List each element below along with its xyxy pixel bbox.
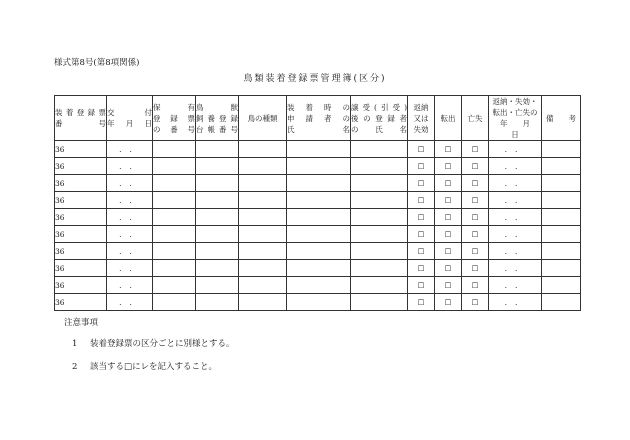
remarks-cell[interactable] xyxy=(542,243,581,260)
species-cell[interactable] xyxy=(239,226,287,243)
header-line: 番 号 xyxy=(55,119,106,128)
loss-checkbox[interactable]: ☐ xyxy=(462,141,489,158)
ledger-number-cell[interactable] xyxy=(196,175,239,192)
return-checkbox[interactable]: ☐ xyxy=(408,226,435,243)
notes-section xyxy=(64,316,235,383)
serial-number-cell: 36 xyxy=(55,277,107,294)
event-date-cell[interactable]: .. xyxy=(489,175,542,192)
species-cell[interactable] xyxy=(239,141,287,158)
column-header-holder xyxy=(153,96,196,141)
remarks-cell[interactable] xyxy=(542,141,581,158)
serial-number-cell: 36 xyxy=(55,209,107,226)
loss-checkbox[interactable]: ☐ xyxy=(462,294,489,311)
event-date-cell[interactable]: .. xyxy=(489,192,542,209)
transfer-checkbox[interactable]: ☐ xyxy=(435,141,462,158)
remarks-cell[interactable] xyxy=(542,226,581,243)
event-date-cell[interactable]: .. xyxy=(489,243,542,260)
return-checkbox[interactable]: ☐ xyxy=(408,294,435,311)
return-checkbox[interactable]: ☐ xyxy=(408,243,435,260)
holder-number-cell[interactable] xyxy=(153,277,196,294)
ledger-number-cell[interactable] xyxy=(196,294,239,311)
species-cell[interactable] xyxy=(239,294,287,311)
transferee-name-cell[interactable] xyxy=(351,192,408,209)
applicant-name-cell[interactable] xyxy=(287,141,351,158)
species-cell[interactable] xyxy=(239,209,287,226)
issue-date-cell[interactable]: .. xyxy=(107,260,153,277)
issue-date-cell[interactable]: .. xyxy=(107,294,153,311)
header-line: 年 月 日 xyxy=(500,119,545,139)
note-item-2 xyxy=(72,360,235,372)
applicant-name-cell[interactable] xyxy=(287,226,351,243)
applicant-name-cell[interactable] xyxy=(287,192,351,209)
notes-heading: 注意事項 xyxy=(64,318,99,328)
event-date-cell[interactable]: .. xyxy=(489,277,542,294)
header-line: 備 考 xyxy=(546,113,576,123)
ledger-number-cell[interactable] xyxy=(196,192,239,209)
table-row xyxy=(55,158,581,175)
transfer-checkbox[interactable]: ☐ xyxy=(435,192,462,209)
ledger-number-cell[interactable] xyxy=(196,260,239,277)
table-row xyxy=(55,243,581,260)
transfer-checkbox[interactable]: ☐ xyxy=(435,260,462,277)
holder-number-cell[interactable] xyxy=(153,260,196,277)
species-cell[interactable] xyxy=(239,175,287,192)
header-line: 年 月 日 xyxy=(107,119,152,128)
header-line: 申 請 者 の xyxy=(287,113,350,123)
issue-date-cell[interactable]: .. xyxy=(107,192,153,209)
remarks-cell[interactable] xyxy=(542,294,581,311)
issue-date-cell[interactable]: .. xyxy=(107,175,153,192)
transferee-name-cell[interactable] xyxy=(351,175,408,192)
serial-number-cell: 36 xyxy=(55,141,107,158)
note-number: 1 xyxy=(72,339,78,349)
species-cell[interactable] xyxy=(239,260,287,277)
transferee-name-cell[interactable] xyxy=(351,226,408,243)
table-row xyxy=(55,294,581,311)
header-line: 氏 名 xyxy=(287,124,350,134)
loss-checkbox[interactable]: ☐ xyxy=(462,158,489,175)
header-line: 転出 xyxy=(440,113,456,123)
transferee-name-cell[interactable] xyxy=(351,277,408,294)
header-line: 装着登録票 xyxy=(55,108,106,117)
issue-date-cell[interactable]: .. xyxy=(107,277,153,294)
ledger-number-cell[interactable] xyxy=(196,226,239,243)
column-header-remarks xyxy=(542,96,581,141)
column-header-ledger xyxy=(196,96,239,141)
transfer-checkbox[interactable]: ☐ xyxy=(435,294,462,311)
ledger-number-cell[interactable] xyxy=(196,209,239,226)
transferee-name-cell[interactable] xyxy=(351,141,408,158)
table-row xyxy=(55,141,581,158)
holder-number-cell[interactable] xyxy=(153,175,196,192)
table-row xyxy=(55,192,581,209)
return-checkbox[interactable]: ☐ xyxy=(408,175,435,192)
species-cell[interactable] xyxy=(239,243,287,260)
header-line: 保 有 xyxy=(153,102,195,112)
ledger-number-cell[interactable] xyxy=(196,243,239,260)
ledger-number-cell[interactable] xyxy=(196,141,239,158)
header-line: 転出・亡失の xyxy=(492,108,538,117)
header-line: 亡失 xyxy=(467,113,483,123)
column-header-species xyxy=(239,96,287,141)
note-text: 該当する□にレを記入すること。 xyxy=(90,362,218,372)
issue-date-cell[interactable]: .. xyxy=(107,209,153,226)
header-line: 譲受(引受) xyxy=(351,102,407,112)
ledger-number-cell[interactable] xyxy=(196,277,239,294)
applicant-name-cell[interactable] xyxy=(287,158,351,175)
return-checkbox[interactable]: ☐ xyxy=(408,260,435,277)
holder-number-cell[interactable] xyxy=(153,141,196,158)
column-header-transferee xyxy=(351,96,408,141)
applicant-name-cell[interactable] xyxy=(287,277,351,294)
serial-number-cell: 36 xyxy=(55,192,107,209)
loss-checkbox[interactable]: ☐ xyxy=(462,209,489,226)
column-header-death xyxy=(462,96,489,141)
event-date-cell[interactable]: .. xyxy=(489,294,542,311)
header-line: 又は xyxy=(413,113,429,123)
loss-checkbox[interactable]: ☐ xyxy=(462,243,489,260)
remarks-cell[interactable] xyxy=(542,277,581,294)
transfer-checkbox[interactable]: ☐ xyxy=(435,226,462,243)
header-line: の 番 号 xyxy=(153,124,195,134)
holder-number-cell[interactable] xyxy=(153,209,196,226)
return-checkbox[interactable]: ☐ xyxy=(408,277,435,294)
loss-checkbox[interactable]: ☐ xyxy=(462,175,489,192)
header-line: の 氏 名 xyxy=(351,124,407,134)
ledger-body xyxy=(55,141,581,311)
issue-date-cell[interactable]: .. xyxy=(107,243,153,260)
loss-checkbox[interactable]: ☐ xyxy=(462,226,489,243)
applicant-name-cell[interactable] xyxy=(287,294,351,311)
remarks-cell[interactable] xyxy=(542,175,581,192)
header-line: 鳥の種類 xyxy=(247,113,278,123)
column-header-applicant xyxy=(287,96,351,141)
header-row xyxy=(55,96,581,141)
return-checkbox[interactable]: ☐ xyxy=(408,192,435,209)
header-line: 失効 xyxy=(413,124,429,134)
header-line: 台帳番号 xyxy=(196,124,238,134)
ledger-table xyxy=(54,95,581,311)
applicant-name-cell[interactable] xyxy=(287,175,351,192)
transferee-name-cell[interactable] xyxy=(351,294,408,311)
remarks-cell[interactable] xyxy=(542,192,581,209)
transferee-name-cell[interactable] xyxy=(351,260,408,277)
note-item-1 xyxy=(72,337,235,349)
table-row xyxy=(55,226,581,243)
event-date-cell[interactable]: .. xyxy=(489,158,542,175)
document-title: 鳥類装着登録票管理簿(区分) xyxy=(243,74,387,84)
header-line: 登 録 票 xyxy=(153,113,195,123)
serial-number-cell: 36 xyxy=(55,294,107,311)
transfer-checkbox[interactable]: ☐ xyxy=(435,209,462,226)
applicant-name-cell[interactable] xyxy=(287,260,351,277)
loss-checkbox[interactable]: ☐ xyxy=(462,260,489,277)
header-line: 交 付 xyxy=(107,108,152,117)
event-date-cell[interactable]: .. xyxy=(489,209,542,226)
table-row xyxy=(55,277,581,294)
issue-date-cell[interactable]: .. xyxy=(107,158,153,175)
issue-date-cell[interactable]: .. xyxy=(107,141,153,158)
holder-number-cell[interactable] xyxy=(153,243,196,260)
holder-number-cell[interactable] xyxy=(153,158,196,175)
serial-number-cell: 36 xyxy=(55,226,107,243)
header-line: 返納 xyxy=(413,102,429,112)
serial-number-cell: 36 xyxy=(55,260,107,277)
return-checkbox[interactable]: ☐ xyxy=(408,209,435,226)
column-header-issue xyxy=(107,96,153,141)
applicant-name-cell[interactable] xyxy=(287,209,351,226)
note-text: 装着登録票の区分ごとに別様とする。 xyxy=(90,339,235,349)
species-cell[interactable] xyxy=(239,158,287,175)
event-date-cell[interactable]: .. xyxy=(489,260,542,277)
column-header-date2 xyxy=(489,96,545,141)
holder-number-cell[interactable] xyxy=(153,294,196,311)
serial-number-cell: 36 xyxy=(55,243,107,260)
transferee-name-cell[interactable] xyxy=(351,158,408,175)
remarks-cell[interactable] xyxy=(542,209,581,226)
transfer-checkbox[interactable]: ☐ xyxy=(435,277,462,294)
remarks-cell[interactable] xyxy=(542,260,581,277)
holder-number-cell[interactable] xyxy=(153,192,196,209)
header-line: 装 着 時 の xyxy=(287,102,350,112)
serial-number-cell: 36 xyxy=(55,175,107,192)
form-number: 様式第8号(第8項関係) xyxy=(54,58,140,68)
remarks-cell[interactable] xyxy=(542,158,581,175)
issue-date-cell[interactable]: .. xyxy=(107,226,153,243)
table-row xyxy=(55,175,581,192)
return-checkbox[interactable]: ☐ xyxy=(408,141,435,158)
applicant-name-cell[interactable] xyxy=(287,243,351,260)
column-header-tag xyxy=(55,96,107,141)
ledger-number-cell[interactable] xyxy=(196,158,239,175)
return-checkbox[interactable]: ☐ xyxy=(408,158,435,175)
serial-number-cell: 36 xyxy=(55,158,107,175)
transfer-checkbox[interactable]: ☐ xyxy=(435,243,462,260)
table-row xyxy=(55,209,581,226)
header-line: 鳥 獣 xyxy=(196,102,238,112)
note-number: 2 xyxy=(72,362,78,372)
header-line: 後の登録者 xyxy=(351,113,407,123)
column-header-return xyxy=(408,96,435,141)
species-cell[interactable] xyxy=(239,277,287,294)
transfer-checkbox[interactable]: ☐ xyxy=(435,158,462,175)
header-line: 返納・失効・ xyxy=(492,97,538,106)
loss-checkbox[interactable]: ☐ xyxy=(462,277,489,294)
event-date-cell[interactable]: .. xyxy=(489,141,542,158)
header-line: 飼養登録 xyxy=(196,113,238,123)
transferee-name-cell[interactable] xyxy=(351,209,408,226)
holder-number-cell[interactable] xyxy=(153,226,196,243)
species-cell[interactable] xyxy=(239,192,287,209)
transfer-checkbox[interactable]: ☐ xyxy=(435,175,462,192)
loss-checkbox[interactable]: ☐ xyxy=(462,192,489,209)
column-header-transfer xyxy=(435,96,462,141)
table-row xyxy=(55,260,581,277)
transferee-name-cell[interactable] xyxy=(351,243,408,260)
event-date-cell[interactable]: .. xyxy=(489,226,542,243)
